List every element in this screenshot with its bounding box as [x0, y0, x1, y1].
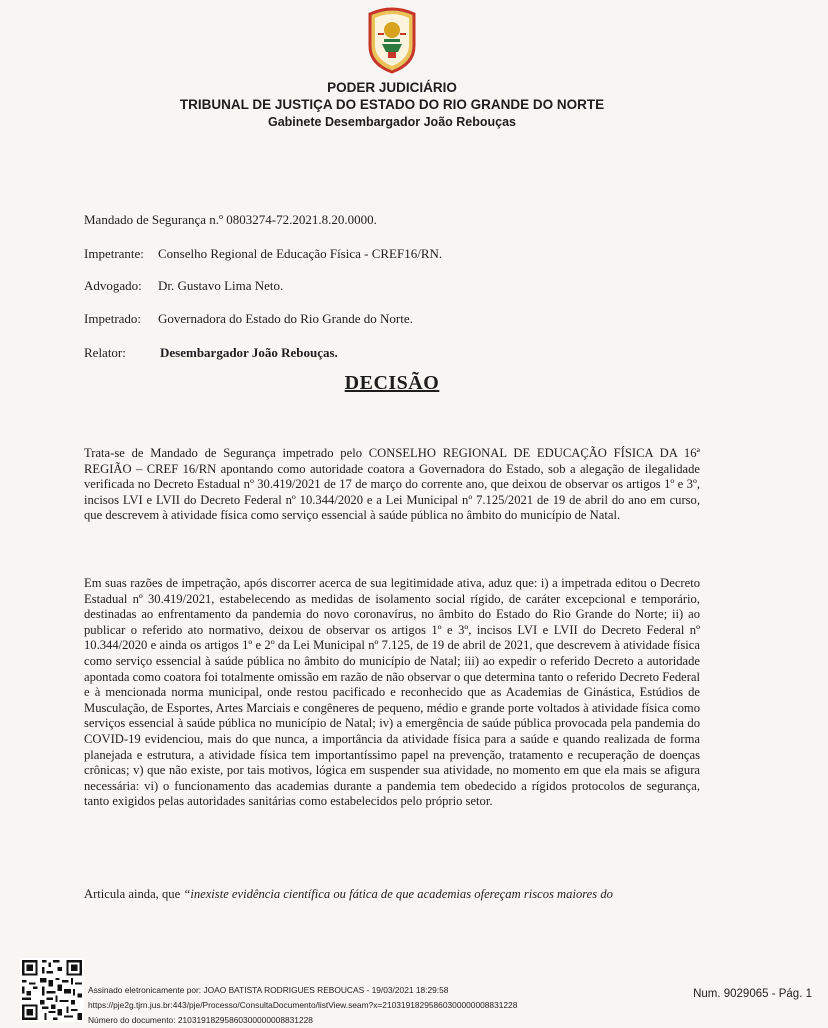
paragraph-3-intro: Articula ainda, que: [84, 887, 184, 901]
signature-line: Assinado eletronicamente por: JOAO BATISTA RODRIGUES REBOUCAS - 19/03/2021 18:29:58: [88, 985, 449, 995]
impetrado-value: Governadora do Estado do Rio Grande do Norte.: [158, 311, 413, 326]
advogado-label: Advogado:: [84, 278, 142, 293]
header-tribunal: TRIBUNAL DE JUSTIÇA DO ESTADO DO RIO GRANDE DO NORTE: [179, 97, 605, 112]
qr-code-icon[interactable]: [20, 958, 84, 1022]
header-gabinete: Gabinete Desembargador João Rebouças: [268, 115, 516, 129]
paragraph-1: Trata-se de Mandado de Segurança impetrado pelo CONSELHO REGIONAL DE EDUCAÇÃO FÍSICA DA 16ª REGIÃO – CREF 16/RN apontando como autoridade coatora a Governadora do Estado, sob a alegação de ilegalidade verificada no Decreto Estadual nº 30.419/2021 de 17 de março do corrente ano, que deixou de observar os artigos 1º e 3º, incisos LVI e LVII do Decreto Federal nº 10.344/2020 e a Lei Municipal nº 7.125/2021 de 19 de abril do ano em curso, que descrevem à atividade física como serviço essencial à saúde pública no âmbito do município de Natal.: [84, 446, 700, 523]
impetrante-row: [84, 246, 442, 262]
impetrante-value: Conselho Regional de Educação Física - CREF16/RN.: [158, 246, 443, 261]
advogado-value: Dr. Gustavo Lima Neto.: [158, 278, 284, 293]
coat-of-arms-icon: [364, 6, 420, 74]
header-judiciary: PODER JUDICIÁRIO: [327, 80, 457, 95]
impetrante-label: Impetrante:: [84, 246, 144, 261]
relator-label: Relator:: [84, 345, 126, 360]
page-number: Num. 9029065 - Pág. 1: [693, 988, 812, 1000]
advogado-row: [84, 278, 283, 294]
paragraph-3: [84, 887, 700, 903]
impetrado-row: [84, 311, 413, 327]
impetrado-label: Impetrado:: [84, 311, 142, 326]
relator-value: Desembargador João Rebouças.: [160, 345, 338, 360]
document-number: Número do documento: 21031918295860300000008831228: [88, 1015, 313, 1025]
case-number: Mandado de Segurança n.º 0803274-72.2021.8.20.0000.: [84, 212, 377, 227]
document-title: DECISÃO: [344, 372, 440, 394]
document-url-link[interactable]: https://pje2g.tjrn.jus.br:443/pje/Processo/ConsultaDocumento/listView.seam?x=21031918295860300000008831228: [88, 1000, 518, 1010]
paragraph-2: Em suas razões de impetração, após discorrer acerca de sua legitimidade ativa, aduz que: i) a impetrada editou o Decreto Estadual nº 30.419/2021, estabelecendo as medidas de isolamento social rígido, de caráter excepcional e temporário, destinadas ao enfrentamento da pandemia do novo coronavírus, no âmbito do Estado do Rio Grande do Norte; ii) ao publicar o referido ato normativo, deixou de observar os artigos 1º e 3º, incisos LVI e LVII do Decreto Federal nº 10.344/2020 e ainda os artigos 1º e 2º da Lei Municipal nº 7.125, de 19 de abril de 2021, que descrevem à atividade física como serviço essencial à saúde pública no âmbito do município de Natal; iii) ao expedir o referido Decreto a autoridade apontada como coatora foi totalmente omissão em razão de não observar o que determina tanto o referido Decreto Federal e à mencionada norma municipal, onde restou pacificado e reconhecido que as Academias de Ginástica, Estúdios de Musculação, de Esportes, Artes Marciais e congêneres de pequeno, médio e grande porte voltados à atividade física como serviços essencial à saúde pública no município de Natal; iv) a emergência de saúde pública provocada pela pandemia do COVID-19 evidenciou, mais do que nunca, a importância da atividade física para a saúde e quando realizada de forma planejada e estrutura, a atividade física tem importantíssimo papel na prevenção, tratamento e recuperação de doenças crônicas; v) que não existe, por tais motivos, lógica em suspender sua atividade, no momento em que ela mais se afigura necessária: vi) o funcionamento das academias durante a pandemia tem obedecido a rígidos protocolos de segurança, tanto exigidos pelas autoridades sanitárias como estabelecidos pelo próprio setor.: [84, 576, 700, 809]
paragraph-3-quote: “inexiste evidência científica ou fática de que academias ofereçam riscos maiores do: [183, 887, 613, 901]
relator-row: [84, 345, 338, 361]
